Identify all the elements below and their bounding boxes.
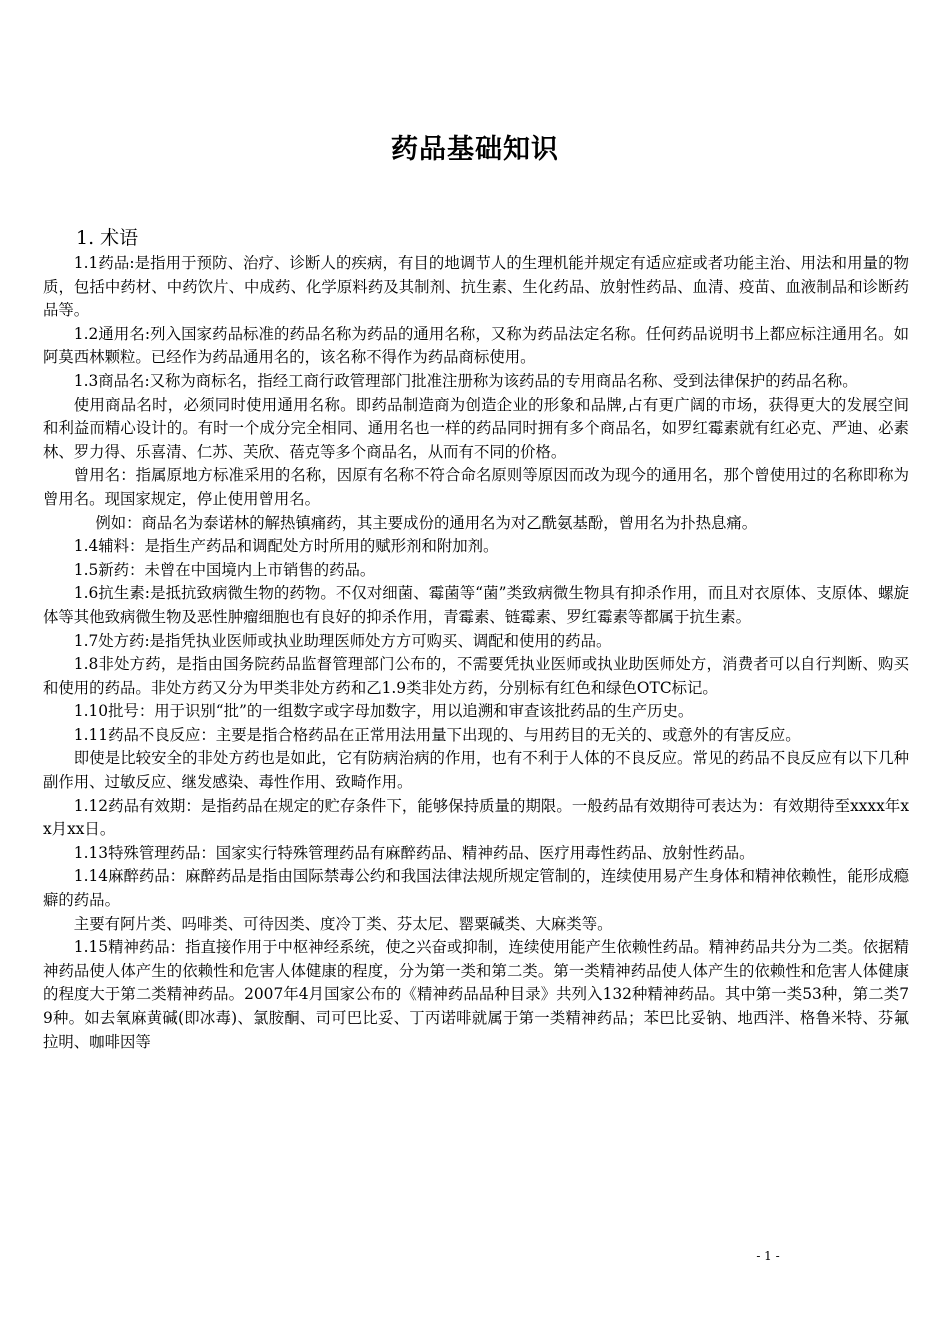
paragraph-adverse-reaction: 1.11药品不良反应：主要是指合格药品在正常用法用量下出现的、与用药目的无关的、或意外的有害反应。: [73, 725, 801, 744]
paragraph-trade-name: 1.3商品名:又称为商标名，指经工商行政管理部门批准注册称为该药品的专用商品名称、受到法律保护的药品名称。: [73, 371, 858, 390]
paragraph-antibiotic: 1.6抗生素:是抵抗致病微生物的药物。不仅对细菌、霉菌等“菌”类致病微生物具有抑杀作用，而且对衣原体、支原体、螺旋体等其他致病微生物及恶性肿瘤细胞也有良好的抑杀作用，青霉素、链霉素、罗红霉素等都属于抗生素。: [43, 584, 909, 626]
paragraph-narcotic-drugs: 1.14麻醉药品：麻醉药品是指由国际禁毒公约和我国法律法规所规定管制的，连续使用易产生身体和精神依赖性，能形成瘾癖的药品。: [43, 867, 909, 910]
paragraph-trade-name-usage: 使用商品名时，必须同时使用通用名称。即药品制造商为创造企业的形象和品牌,占有更广阔的市场，获得更大的发展空间和利益而精心设计的。有时一个成分完全相同、通用名也一样的药品同时拥有多个商品名，如罗红霉素就有红必克、严迪、必素林、罗力得、乐喜清、仁苏、芙欣、蓓克等多个商品名，从而有不同的价格。: [43, 395, 909, 461]
paragraph-expiry-date: 1.12药品有效期：是指药品在规定的贮存条件下，能够保持质量的期限。一般药品有效期待可表达为：有效期待至xxxx年xx月xx日。: [43, 796, 909, 839]
paragraph-prescription-drug: 1.7处方药:是指凭执业医师或执业助理医师处方方可购买、调配和使用的药品。: [73, 631, 612, 650]
paragraph-psychotropic-drugs: 1.15精神药品：指直接作用于中枢神经系统，使之兴奋或抑制，连续使用能产生依赖性药品。精神药品共分为二类。依据精神药品使人体产生的依赖性和危害人体健康的程度，分为第一类和第二类。第一类精神药品使人体产生的依赖性和危害人体健康的程度大于第二类精神药品。2007年4月国家公布的《精神药品品种目录》共列入132种精神药品。其中第一类53种，第二类79种。如去氧麻黄碱(即冰毒)、氯胺酮、司可巴比妥、丁丙诺啡就属于第一类精神药品；苯巴比妥钠、地西泮、格鲁米特、芬氟拉明、咖啡因等: [43, 938, 909, 1051]
paragraph-special-drugs: 1.13特殊管理药品：国家实行特殊管理药品有麻醉药品、精神药品、医疗用毒性药品、放射性药品。: [73, 843, 755, 862]
section-heading: 1. 术语: [76, 227, 139, 249]
document-body: [43, 224, 909, 1054]
paragraph-former-name: 曾用名：指属原地方标准采用的名称，因原有名称不符合命名原则等原因而改为现今的通用名，那个曾使用过的名称即称为曾用名。现国家规定，停止使用曾用名。: [43, 466, 909, 508]
page-title: 药品基础知识: [391, 134, 559, 165]
paragraph-otc-drug: 1.8非处方药，是指由国务院药品监督管理部门公布的，不需要凭执业医师或执业助医师处方，消费者可以自行判断、购买和使用的药品。非处方药又分为甲类非处方药和乙1.9类非处方药，分别标有红色和绿色OTC标记。: [43, 655, 909, 697]
paragraph-narcotic-types: 主要有阿片类、吗啡类、可待因类、度冷丁类、芬太尼、罂粟碱类、大麻类等。: [73, 914, 613, 933]
paragraph-generic-name: 1.2通用名:列入国家药品标准的药品名称为药品的通用名称，又称为药品法定名称。任何药品说明书上都应标注通用名。如阿莫西林颗粒。已经作为药品通用名的，该名称不得作为药品商标使用。: [43, 324, 909, 367]
paragraph-adverse-reaction-types: 即使是比较安全的非处方药也是如此，它有防病治病的作用，也有不利于人体的不良反应。常见的药品不良反应有以下几种副作用、过敏反应、继发感染、毒性作用、致畸作用。: [43, 749, 909, 792]
paragraph-batch-number: 1.10批号：用于识别“批”的一组数字或字母加数字，用以追溯和审查该批药品的生产历史。: [73, 702, 694, 721]
paragraph-example: 例如：商品名为泰诺林的解热镇痛药，其主要成份的通用名为对乙酰氨基酚，曾用名为扑热息痛。: [95, 513, 758, 532]
page-number: - 1 -: [756, 1249, 780, 1263]
paragraph-new-drug: 1.5新药：未曾在中国境内上市销售的药品。: [73, 560, 376, 579]
paragraph-drug-definition: 1.1药品:是指用于预防、治疗、诊断人的疾病，有目的地调节人的生理机能并规定有适应症或者功能主治、用法和用量的物质，包括中药材、中药饮片、中成药、化学原料药及其制剂、抗生素、生化药品、放射性药品、血清、疫苗、血液制品和诊断药品等。: [43, 254, 909, 320]
paragraph-excipient: 1.4辅料：是指生产药品和调配处方时所用的赋形剂和附加剂。: [73, 537, 499, 556]
